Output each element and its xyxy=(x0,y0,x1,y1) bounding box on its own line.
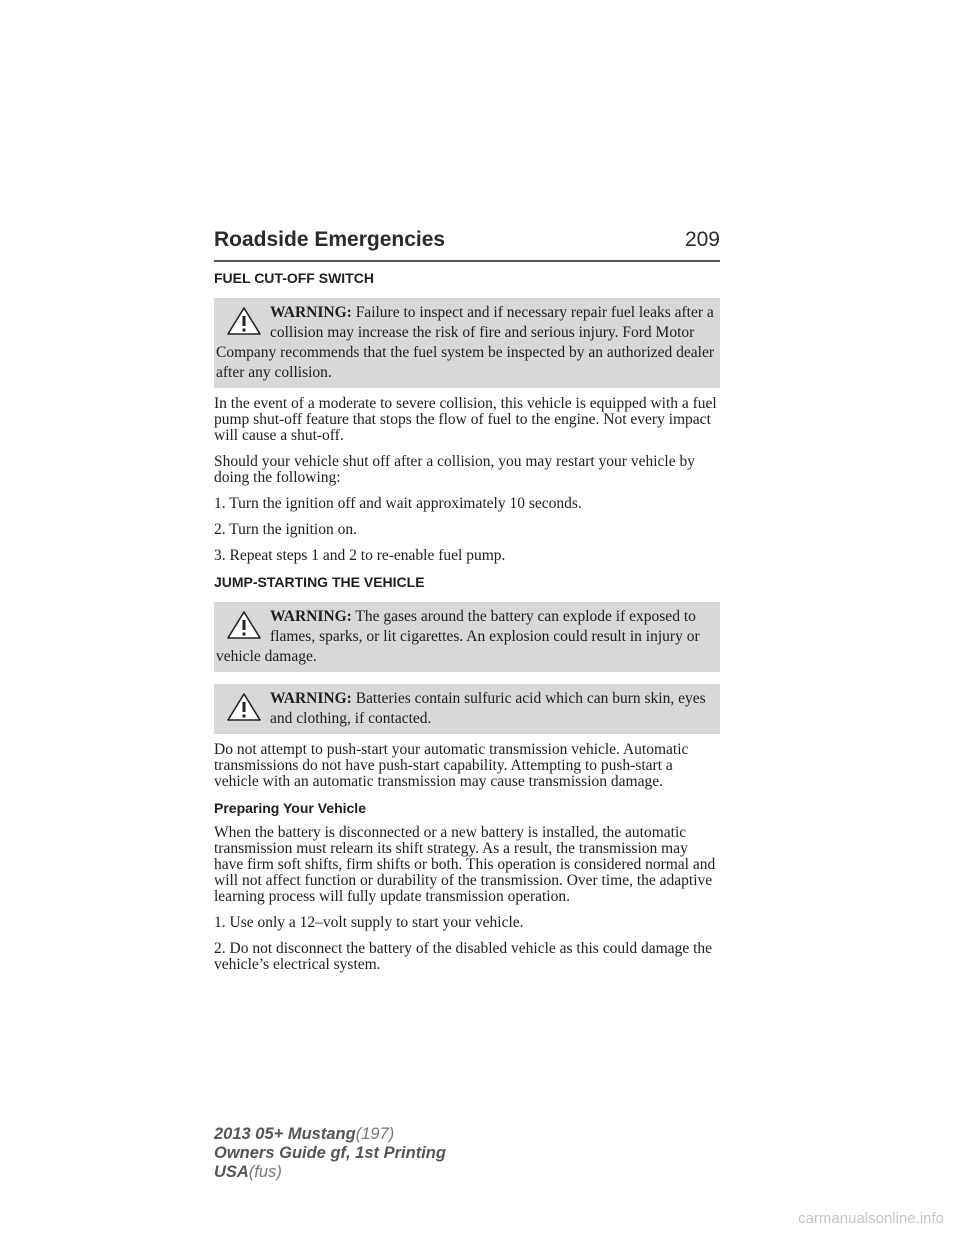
step-item: 2. Turn the ignition on. xyxy=(214,521,357,538)
footer-market: USA xyxy=(214,1163,249,1181)
warning-triangle-icon xyxy=(226,306,262,336)
warning-box-sulfuric-acid xyxy=(214,684,720,734)
paragraph-collision: In the event of a moderate to severe collision, this vehicle is equipped with a fuel pump shut-off feature that stops the flow of fuel to the engine. Not every impact will cause a shut-off. xyxy=(214,395,717,444)
paragraph-restart: Should your vehicle shut off after a collision, you may restart your vehicle by doing the following: xyxy=(214,453,695,486)
warning-box-fuel-leaks xyxy=(214,298,720,388)
step-item: 1. Turn the ignition off and wait approximately 10 seconds. xyxy=(214,495,582,512)
page-header xyxy=(214,228,720,262)
watermark: carmanualsonline.info xyxy=(798,1210,944,1227)
footer-market-code: (fus) xyxy=(248,1163,282,1181)
footer-guide: Owners Guide gf, 1st Printing xyxy=(214,1144,446,1162)
warning-triangle-icon xyxy=(226,610,262,640)
warning-label: WARNING: xyxy=(270,608,352,625)
warning-text: Batteries contain sulfuric acid which can burn skin, eyes and clothing, if contacted. xyxy=(270,690,706,727)
page-title: Roadside Emergencies xyxy=(214,228,446,251)
print-footer xyxy=(214,1125,446,1182)
page-number: 209 xyxy=(684,228,720,251)
section-heading-jump-starting: JUMP-STARTING THE VEHICLE xyxy=(214,574,425,590)
footer-model-code: (197) xyxy=(355,1125,395,1143)
warning-text: Failure to inspect and if necessary repair fuel leaks after a collision may increase the risk of fire and serious injury. Ford Motor Company recommends that the fuel system be inspected by an authorized dealer after any collision. xyxy=(216,304,714,381)
paragraph-relearn: When the battery is disconnected or a new battery is installed, the automatic transmission must relearn its shift strategy. As a result, the transmission may have firm soft shifts, firm shifts or both. This operation is considered normal and will not affect function or durability of the transmission. Over time, the adaptive learning process will fully update transmission operation. xyxy=(214,824,716,905)
step-item: 1. Use only a 12–volt supply to start your vehicle. xyxy=(214,914,524,931)
step-item: 3. Repeat steps 1 and 2 to re-enable fuel pump. xyxy=(214,547,506,564)
warning-label: WARNING: xyxy=(270,690,352,707)
footer-model: 2013 05+ Mustang xyxy=(214,1125,356,1143)
warning-triangle-icon xyxy=(226,692,262,722)
step-item: 2. Do not disconnect the battery of the disabled vehicle as this could damage the vehicle’s electrical system. xyxy=(214,940,713,973)
warning-box-battery-gases xyxy=(214,602,720,672)
subheading-preparing-vehicle: Preparing Your Vehicle xyxy=(214,800,366,816)
paragraph-push-start: Do not attempt to push-start your automatic transmission vehicle. Automatic transmissions do not have push-start capability. Attempting to push-start a vehicle with an automatic transmission may cause transmission damage. xyxy=(214,741,689,790)
warning-text: The gases around the battery can explode if exposed to flames, sparks, or lit cigarettes. An explosion could result in injury or vehicle damage. xyxy=(216,608,700,665)
page-content xyxy=(214,270,720,983)
warning-label: WARNING: xyxy=(270,304,352,321)
section-heading-fuel-cutoff: FUEL CUT-OFF SWITCH xyxy=(214,270,374,286)
